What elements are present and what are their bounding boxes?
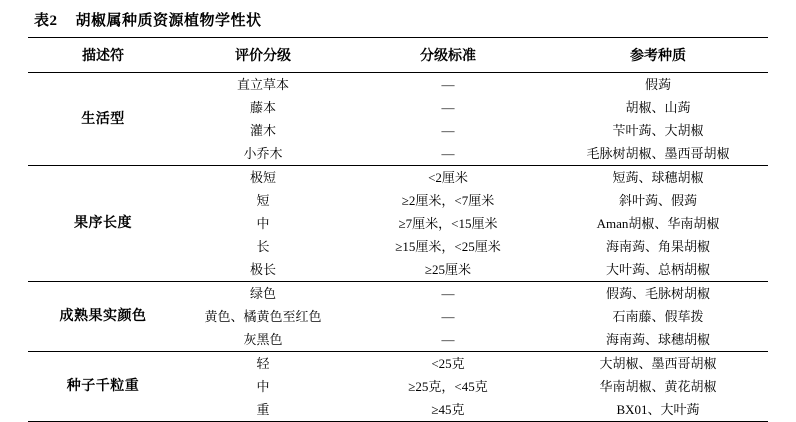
cell-grade: 重 <box>256 402 270 417</box>
cell-grade: 直立草本 <box>236 77 289 92</box>
cell-criteria: — <box>441 100 455 115</box>
table-header-row <box>28 38 768 73</box>
cell-criteria: ≥2厘米，<7厘米 <box>401 193 495 208</box>
cell-germplasm: 斜叶蒟、假蒟 <box>618 193 697 208</box>
cell-criteria: ≥25厘米 <box>424 262 472 277</box>
cell-grade: 灌木 <box>249 123 276 138</box>
cell-criteria: ≥45克 <box>431 402 465 417</box>
row-label-seed-weight: 种子千粒重 <box>28 352 178 422</box>
cell-grade: 中 <box>256 379 270 394</box>
cell-grade: 极长 <box>249 262 276 277</box>
row-label-lifeform: 生活型 <box>81 111 125 127</box>
cell-germplasm: 华南胡椒、黄花胡椒 <box>599 379 717 394</box>
cell-grade: 黄色、橘黄色至红色 <box>204 309 322 324</box>
cell-germplasm: 大叶蒟、总柄胡椒 <box>605 262 710 277</box>
column-header-criteria: 分级标准 <box>348 38 548 73</box>
cell-grade: 长 <box>256 239 270 254</box>
table-row <box>28 73 768 97</box>
table-caption-title: 胡椒属种质资源植物学性状 <box>75 13 262 29</box>
table-caption-number: 表2 <box>34 13 58 29</box>
column-header-grade: 评价分级 <box>178 38 348 73</box>
cell-grade: 短 <box>256 193 270 208</box>
cell-grade: 轻 <box>178 352 348 376</box>
cell-germplasm: 假蒟 <box>644 77 671 92</box>
column-header-germplasm: 参考种质 <box>548 38 768 73</box>
cell-germplasm: Aman胡椒、华南胡椒 <box>596 216 720 231</box>
table-row <box>28 282 768 306</box>
table-header <box>28 38 768 73</box>
cell-germplasm: 毛脉树胡椒、墨西哥胡椒 <box>586 146 730 161</box>
cell-grade: 灰黑色 <box>243 332 283 347</box>
cell-grade: 中 <box>256 216 270 231</box>
table-body <box>28 73 768 422</box>
cell-germplasm: 石南藤、假荜拨 <box>612 309 704 324</box>
cell-germplasm: BX01、大叶蒟 <box>616 402 700 417</box>
cell-criteria: <2厘米 <box>348 166 548 190</box>
row-label-fruit-color: 成熟果实颜色 <box>28 282 178 352</box>
cell-criteria: — <box>441 309 455 324</box>
column-header-descriptor: 描述符 <box>28 38 178 73</box>
cell-criteria: — <box>348 282 548 306</box>
cell-grade: 极短 <box>178 166 348 190</box>
cell-germplasm: 海南蒟、球穗胡椒 <box>605 332 710 347</box>
cell-germplasm: 短蒟、球穗胡椒 <box>548 166 768 190</box>
cell-criteria: — <box>441 123 455 138</box>
cell-germplasm: 海南蒟、角果胡椒 <box>605 239 710 254</box>
cell-grade: 小乔木 <box>243 146 283 161</box>
cell-grade: 藤本 <box>249 100 276 115</box>
cell-grade: 绿色 <box>178 282 348 306</box>
cell-criteria: — <box>441 146 455 161</box>
cell-criteria: — <box>441 77 455 92</box>
cell-germplasm: 假蒟、毛脉树胡椒 <box>548 282 768 306</box>
table-caption <box>28 0 768 37</box>
table-row <box>28 166 768 190</box>
cell-criteria: <25克 <box>348 352 548 376</box>
cell-germplasm: 大胡椒、墨西哥胡椒 <box>548 352 768 376</box>
cell-germplasm: 胡椒、山蒟 <box>625 100 691 115</box>
cell-criteria: ≥25克，<45克 <box>408 379 488 394</box>
plant-traits-table <box>28 37 768 421</box>
cell-criteria: — <box>441 332 455 347</box>
cell-criteria: ≥15厘米，<25厘米 <box>395 239 501 254</box>
cell-criteria: ≥7厘米，<15厘米 <box>398 216 498 231</box>
cell-germplasm: 芐叶蒟、大胡椒 <box>612 123 704 138</box>
row-label-spike-length: 果序长度 <box>28 166 178 282</box>
table-row <box>28 352 768 376</box>
